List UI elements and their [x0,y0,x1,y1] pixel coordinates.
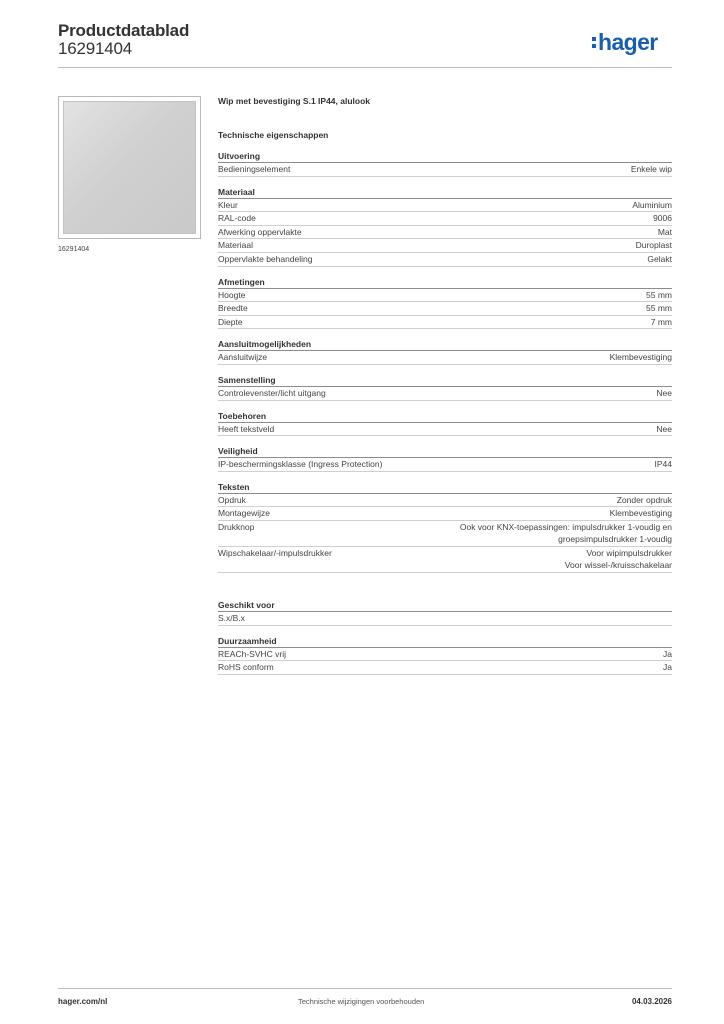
section-heading: Samenstelling [218,374,672,387]
spec-label: Oppervlakte behandeling [218,253,313,264]
spec-row [218,199,672,213]
spec-value: Klembevestiging [609,508,672,519]
product-title: Wip met bevestiging S.1 IP44, alulook [218,96,371,106]
spec-value: IP44 [654,459,672,470]
section-heading: Uitvoering [218,150,672,163]
hager-logo [592,28,658,56]
spec-label: Hoogte [218,289,246,300]
spec-value: Enkele wip [630,164,672,174]
spec-value: 7 mm [650,316,672,327]
spec-row [218,661,672,675]
spec-row [218,648,672,662]
spec-section [218,276,672,330]
spec-section [218,481,672,573]
spec-row [218,212,672,226]
spec-value: Nee [656,387,672,398]
spec-value: Voor wipimpulsdrukker Voor wissel-/kruisschakelaar [564,547,672,571]
spec-value: 9006 [653,213,672,224]
spec-label: Diepte [218,316,243,327]
product-image-plate [63,101,196,234]
tech-properties-title: Technische eigenschappen [218,130,329,140]
spec-section [218,599,672,626]
section-heading: Geschikt voor [218,599,672,612]
logo-dots-icon [592,37,596,48]
spec-value: Mat [657,226,672,237]
spec-value: Zonder opdruk [616,494,672,505]
spec-row [218,239,672,253]
product-number: 16291404 [58,39,133,58]
spec-row [218,423,672,437]
spec-label: Montagewijze [218,508,270,519]
spec-label: Heeft tekstveld [218,423,275,434]
spec-value: 55 mm [646,303,672,314]
footer-divider [58,988,672,989]
spec-label: S.x/B.x [218,612,245,623]
spec-value: Aluminium [632,199,672,210]
spec-row [218,612,672,626]
spec-label: REACh-SVHC vrij [218,648,287,659]
product-image [58,96,201,239]
product-image-caption: 16291404 [58,246,90,253]
spec-content [218,96,672,684]
spec-row [218,316,672,330]
logo-text: hager [598,28,658,55]
spec-value: Duroplast [635,240,672,251]
spec-row [218,302,672,316]
spec-section [218,410,672,437]
section-heading: Aansluitmogelijkheden [218,338,672,351]
spec-label: Breedte [218,303,248,314]
spec-label: Afwerking oppervlakte [218,226,302,237]
spec-label: IP-beschermingsklasse (Ingress Protection) [218,459,383,470]
spec-section [218,374,672,401]
page-title: Productdatablad [58,21,190,40]
section-heading: Materiaal [218,186,672,199]
header-divider [58,67,672,68]
spec-label: Controlevenster/licht uitgang [218,387,326,398]
spec-value: Ook voor KNX-toepassingen: impulsdrukker 1-voudig en groepsimpulsdrukker 1-voudig [459,521,672,545]
spec-row [218,226,672,240]
spec-row [218,494,672,508]
spec-value: Ja [663,662,672,673]
spec-row [218,351,672,365]
section-heading: Afmetingen [218,276,672,289]
spec-value: 55 mm [646,289,672,300]
spec-section [218,150,672,177]
section-heading: Duurzaamheid [218,635,672,648]
spec-row [218,387,672,401]
spec-label: Drukknop [218,521,255,532]
spec-row [218,507,672,521]
spec-sections [218,150,672,675]
spec-value: Klembevestiging [609,352,672,363]
spec-label: RoHS conform [218,662,274,673]
footer-disclaimer: Technische wijzigingen voorbehouden [298,997,425,1006]
spec-row [218,163,672,177]
section-heading: Toebehoren [218,410,672,423]
spec-row [218,521,672,547]
section-heading: Teksten [218,481,672,494]
spec-label: Aansluitwijze [218,352,268,363]
spec-row [218,253,672,267]
spec-value: Ja [663,648,672,659]
section-heading: Veiligheid [218,445,672,458]
spec-label: Wipschakelaar/-impulsdrukker [218,547,332,558]
spec-label: Materiaal [218,240,253,251]
spec-section [218,186,672,267]
spec-label: Kleur [218,199,238,210]
spec-section [218,445,672,472]
spec-value: Nee [656,423,672,434]
spec-label: Bedieningselement [218,164,291,174]
spec-row [218,547,672,573]
spec-value: Gelakt [647,253,672,264]
spec-row [218,458,672,472]
spec-section [218,635,672,675]
spec-label: Opdruk [218,494,246,505]
spec-row [218,289,672,303]
footer-website[interactable]: hager.com/nl [58,997,108,1006]
spec-section [218,338,672,365]
footer-date: 04.03.2026 [631,997,672,1006]
spec-label: RAL-code [218,213,256,224]
